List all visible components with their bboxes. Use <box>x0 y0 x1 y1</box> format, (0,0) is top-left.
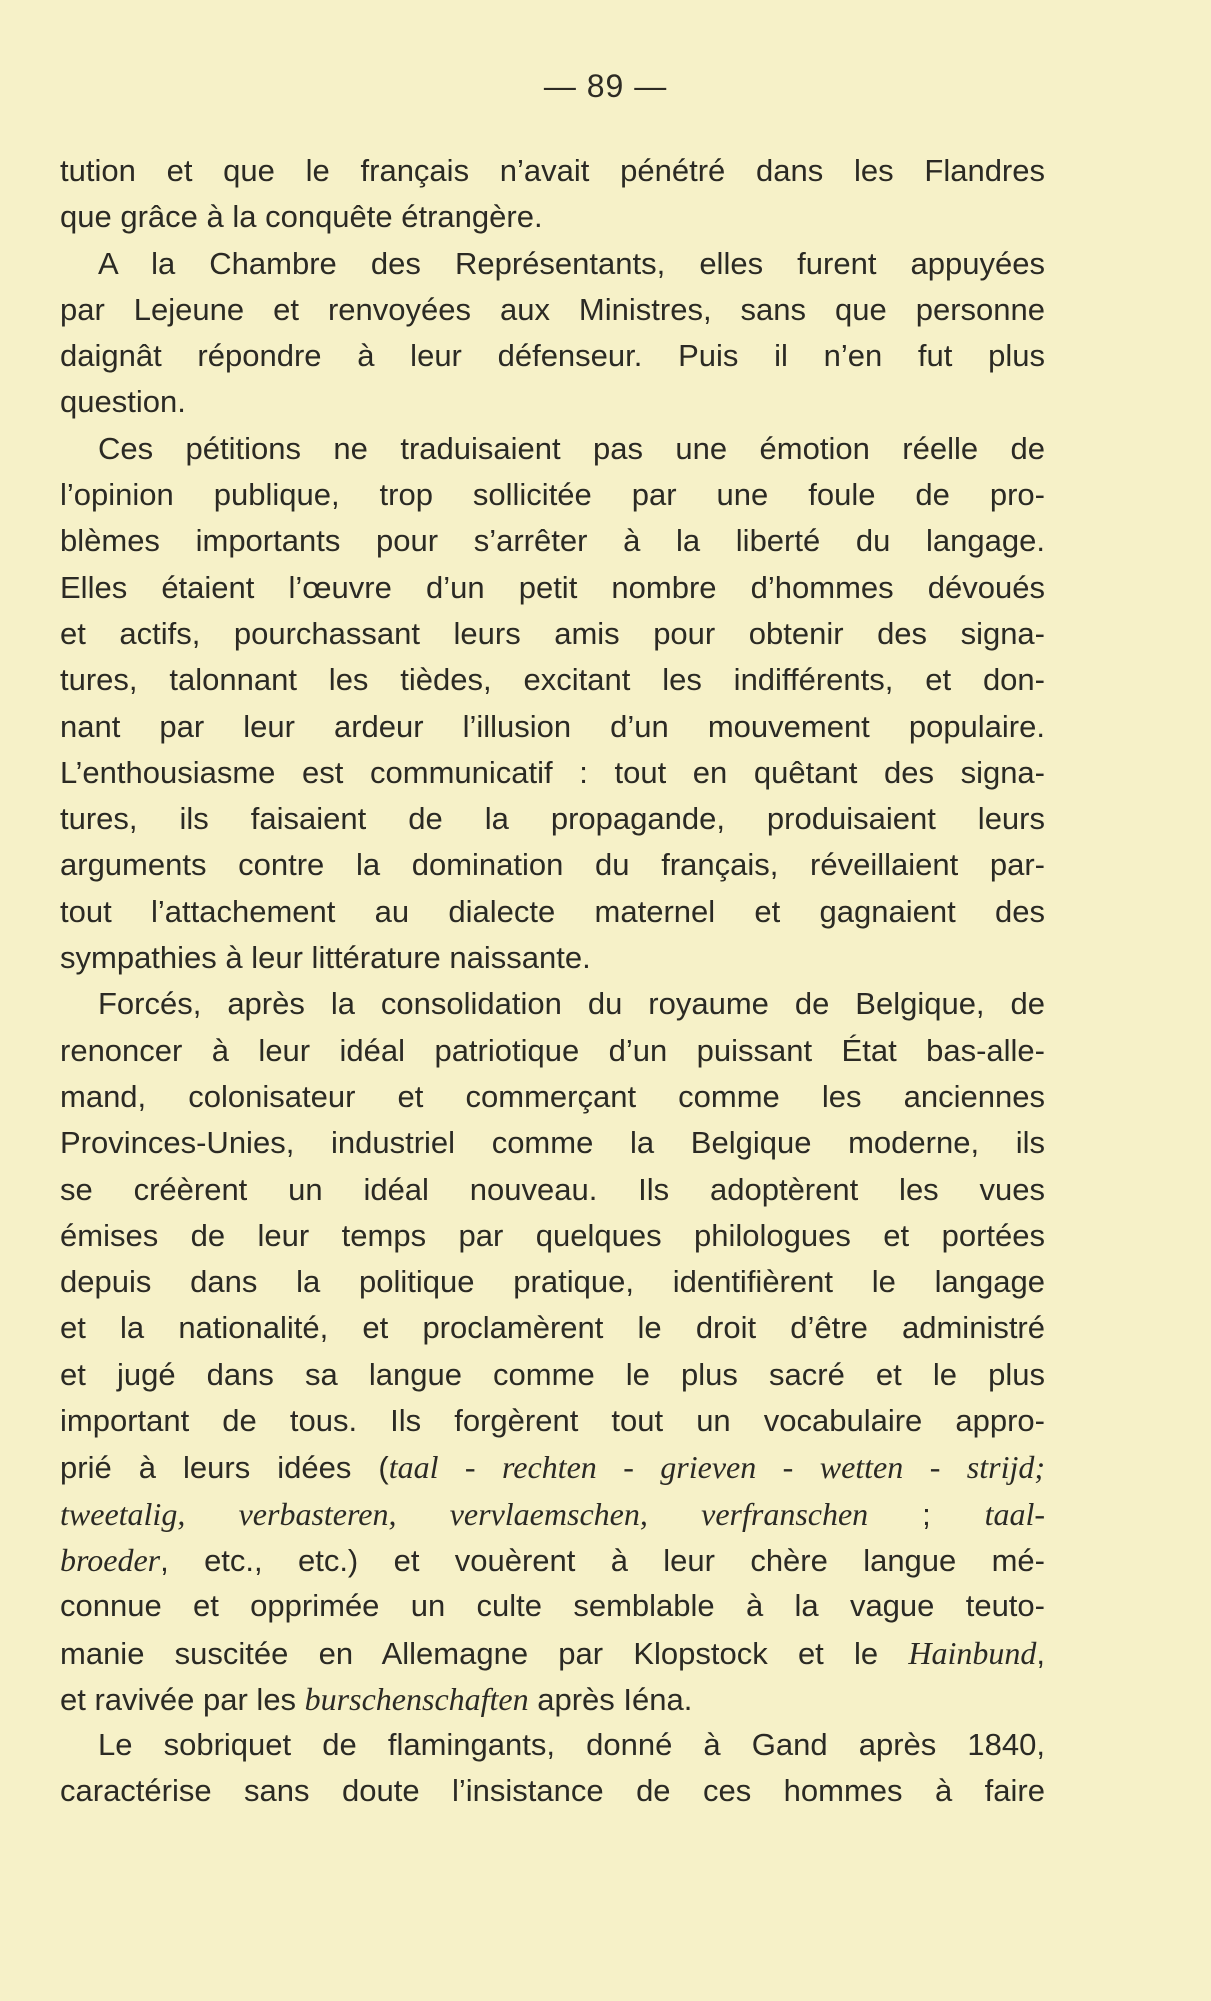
text-line <box>60 981 1045 1027</box>
text-segment: tures, talonnant les tièdes, excitant les indifférents, et don- <box>60 662 1045 698</box>
text-segment: A la Chambre des Représentants, elles furent appuyées <box>98 245 1045 281</box>
text-line <box>60 1537 1045 1583</box>
text-line <box>60 1676 1045 1722</box>
text-line <box>60 1259 1045 1305</box>
page-number: — 89 — <box>543 68 668 104</box>
text-segment: question. <box>60 384 186 420</box>
italic-text: Hainbund <box>908 1634 1037 1671</box>
text-line <box>60 1444 1045 1490</box>
text-line <box>60 1074 1045 1120</box>
paragraph <box>60 981 1045 1722</box>
text-segment: Le sobriquet de flamingants, donné à Gand après 1840, <box>98 1727 1045 1763</box>
text-line <box>60 1630 1045 1676</box>
text-segment: tution et que le français n’avait pénétré dans les Flandres <box>60 153 1045 188</box>
text-segment: tures, ils faisaient de la propagande, produisaient leurs <box>60 801 1045 837</box>
paragraph <box>60 1722 1045 1815</box>
text-segment: que grâce à la conquête étrangère. <box>60 199 543 235</box>
italic-text: taal - rechten - grieven - wetten - strijd; <box>388 1449 1046 1486</box>
text-line <box>60 472 1045 518</box>
text-line <box>60 1305 1045 1351</box>
paragraph <box>60 148 1045 241</box>
text-line <box>60 796 1045 842</box>
text-line <box>60 333 1045 379</box>
text-line <box>60 1028 1045 1074</box>
text-line <box>60 1213 1045 1259</box>
text-segment: depuis dans la politique pratique, identifièrent le langage <box>60 1264 1045 1300</box>
text-line <box>60 611 1045 657</box>
text-segment: caractérise sans doute l’insistance de ces hommes à faire <box>60 1773 1045 1809</box>
text-segment: prié à leurs idées ( <box>60 1450 389 1486</box>
text-segment: tout l’attachement au dialecte maternel et gagnaient des <box>60 893 1045 929</box>
text-segment: important de tous. Ils forgèrent tout un vocabulaire appro- <box>60 1403 1045 1439</box>
text-segment: se créèrent un idéal nouveau. Ils adoptèrent les vues <box>60 1171 1045 1207</box>
text-segment: et la nationalité, et proclamèrent le droit d’être administré <box>60 1310 1045 1346</box>
text-line <box>60 750 1045 796</box>
text-line <box>60 935 1045 981</box>
text-line <box>60 1491 1045 1537</box>
text-line <box>60 1768 1045 1814</box>
text-line <box>60 1398 1045 1444</box>
text-segment: daignât répondre à leur défenseur. Puis il n’en fut plus <box>60 338 1045 374</box>
text-line <box>60 379 1045 425</box>
italic-text: broeder <box>60 1541 161 1578</box>
text-line <box>60 842 1045 888</box>
text-line <box>60 1352 1045 1398</box>
text-segment: l’opinion publique, trop sollicitée par une foule de pro- <box>60 477 1045 513</box>
text-segment: L’enthousiasme est communicatif : tout en quêtant des signa- <box>60 754 1045 790</box>
text-segment: , <box>1036 1635 1045 1671</box>
text-segment: Ces pétitions ne traduisaient pas une émotion réelle de <box>98 430 1045 466</box>
text-segment: blèmes importants pour s’arrêter à la liberté du langage. <box>60 523 1045 559</box>
text-line <box>60 1167 1045 1213</box>
text-segment: Elles étaient l’œuvre d’un petit nombre d’hommes dévoués <box>60 569 1045 605</box>
text-segment: après Iéna. <box>528 1681 693 1717</box>
text-segment: Provinces-Unies, industriel comme la Belgique moderne, ils <box>60 1125 1045 1161</box>
text-line <box>60 704 1045 750</box>
text-segment: par Lejeune et renvoyées aux Ministres, sans que personne <box>60 291 1045 327</box>
text-segment: manie suscitée en Allemagne par Klopstock et le <box>60 1635 909 1671</box>
italic-text: taal- <box>984 1495 1046 1532</box>
text-segment: , etc., etc.) et vouèrent à leur chère langue mé- <box>160 1542 1045 1578</box>
text-line <box>60 518 1045 564</box>
paragraph <box>60 426 1045 982</box>
text-segment: ; <box>868 1496 985 1532</box>
text-segment: mand, colonisateur et commerçant comme les anciennes <box>60 1078 1045 1114</box>
text-segment: connue et opprimée un culte semblable à la vague teuto- <box>60 1588 1045 1624</box>
text-segment: et actifs, pourchassant leurs amis pour obtenir des signa- <box>60 615 1045 651</box>
text-segment: arguments contre la domination du français, réveillaient par- <box>60 847 1045 883</box>
paragraph <box>60 241 1045 426</box>
text-segment: et jugé dans sa langue comme le plus sacré et le plus <box>60 1356 1045 1392</box>
text-line <box>60 1583 1045 1629</box>
text-line <box>60 889 1045 935</box>
text-segment: sympathies à leur littérature naissante. <box>60 940 591 976</box>
text-line <box>60 194 1045 240</box>
text-segment: nant par leur ardeur l’illusion d’un mouvement populaire. <box>60 708 1045 744</box>
text-line <box>60 241 1045 287</box>
text-segment: et ravivée par les <box>60 1681 305 1717</box>
text-segment: Forcés, après la consolidation du royaume de Belgique, de <box>98 986 1045 1022</box>
text-segment: émises de leur temps par quelques philologues et portées <box>60 1217 1045 1253</box>
italic-text: burschenschaften <box>304 1680 529 1717</box>
text-segment: renoncer à leur idéal patriotique d’un puissant État bas-alle- <box>60 1032 1045 1068</box>
text-line <box>60 657 1045 703</box>
body-text <box>60 148 1045 1815</box>
text-line <box>60 426 1045 472</box>
italic-text: tweetalig, verbasteren, vervlaemschen, verfranschen <box>60 1495 869 1532</box>
text-line <box>60 1120 1045 1166</box>
text-line <box>60 565 1045 611</box>
text-line <box>60 1722 1045 1768</box>
text-line <box>60 287 1045 333</box>
text-line <box>60 148 1045 194</box>
